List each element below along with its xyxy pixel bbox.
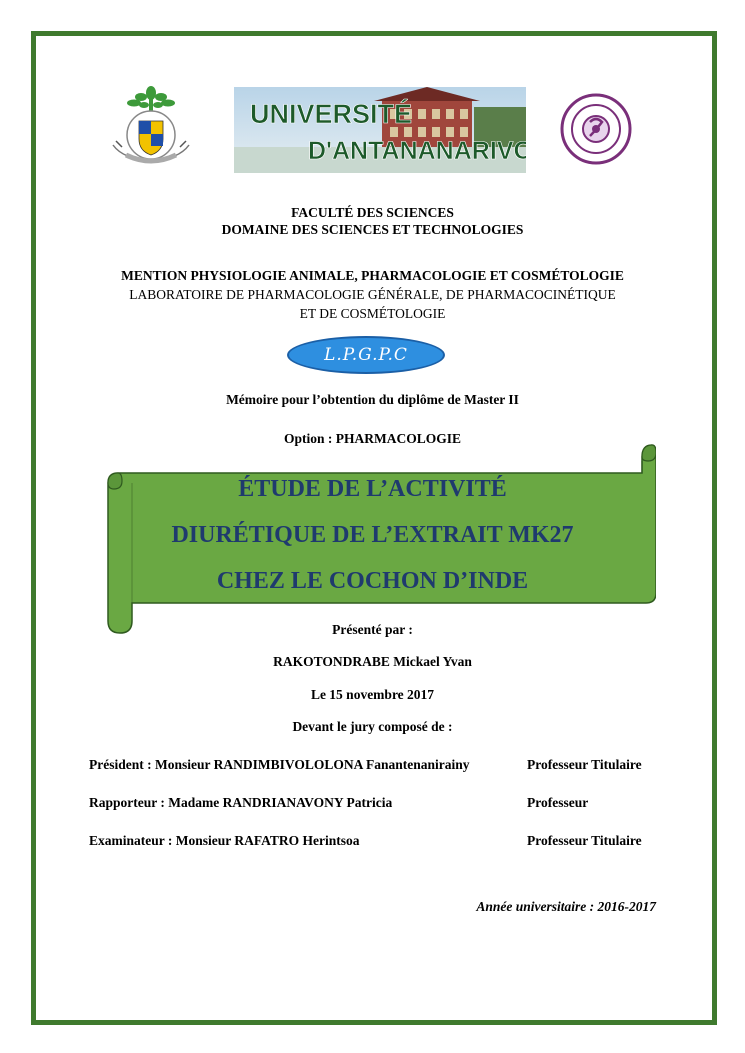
faculty-seal-logo [554, 92, 638, 166]
memoire-line: Mémoire pour l’obtention du diplôme de Master II [226, 392, 519, 407]
option-line: Option : PHARMACOLOGIE [283, 431, 461, 446]
jury-member-title: Professeur Titulaire [527, 757, 642, 772]
thesis-title-line-2: DIURÉTIQUE DE L’EXTRAIT MK27 [171, 522, 574, 548]
academic-year: Année universitaire : 2016-2017 [476, 899, 656, 914]
thesis-title-line-3: CHEZ LE COCHON D’INDE [216, 568, 529, 594]
presented-by-label: Présenté par : [332, 622, 413, 637]
jury-member-role: Rapporteur : Madame RANDRIANAVONY Patricia [89, 795, 393, 810]
defense-date: Le 15 novembre 2017 [310, 687, 435, 702]
faculty-name: FACULTÉ DES SCIENCES [291, 205, 454, 220]
university-banner-logo [234, 87, 526, 173]
author-name: RAKOTONDRABE Mickael Yvan [273, 654, 472, 669]
jury-member-title: Professeur Titulaire [527, 833, 642, 848]
jury-member-role: Président : Monsieur RANDIMBIVOLOLONA Fanantenanirainy [89, 757, 470, 772]
laboratory-line-2: ET DE COSMÉTOLOGIE [299, 306, 446, 321]
domain-name: DOMAINE DES SCIENCES ET TECHNOLOGIES [221, 222, 524, 237]
lab-badge: L.P.G.P.C [287, 336, 445, 374]
jury-member-role: Examinateur : Monsieur RAFATRO Herintsoa [89, 833, 360, 848]
thesis-title-line-1: ÉTUDE DE L’ACTIVITÉ [238, 476, 507, 502]
coat-of-arms-logo [108, 83, 194, 175]
mention-line: MENTION PHYSIOLOGIE ANIMALE, PHARMACOLOGIE ET COSMÉTOLOGIE [121, 268, 624, 283]
university-name-line2: D'ANTANANARIVO [308, 137, 526, 165]
university-name-line1: UNIVERSITÉ [250, 99, 413, 129]
laboratory-line-1: LABORATOIRE DE PHARMACOLOGIE GÉNÉRALE, DE PHARMACOCINÉTIQUE [129, 287, 616, 302]
jury-member-title: Professeur [527, 795, 589, 810]
jury-label: Devant le jury composé de : [292, 719, 453, 734]
